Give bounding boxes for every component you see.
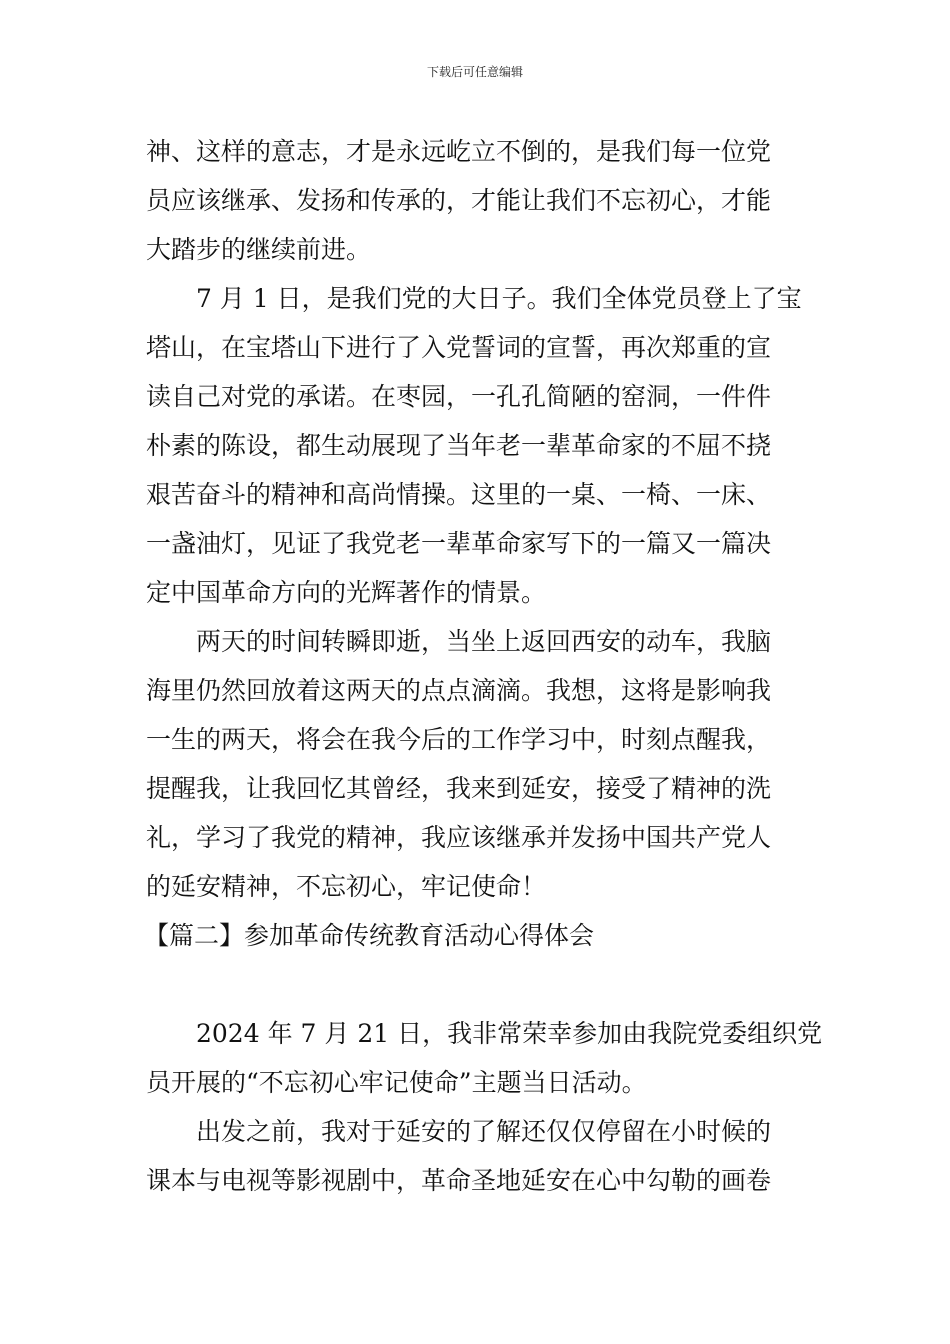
text-line: 塔山，在宝塔山下进行了入党誓词的宣誓，再次郑重的宣 [146,333,772,362]
paragraph [146,274,808,617]
text-line: 读自己对党的承诺。在枣园，一孔孔简陋的窑洞，一件件 [146,382,772,411]
paragraph [146,1009,823,1107]
text-line: 的延安精神，不忘初心，牢记使命！ [146,872,547,901]
text-line: 出发之前，我对于延安的了解还仅仅停留在小时候的 [196,1117,772,1146]
text-line: 礼，学习了我党的精神，我应该继承并发扬中国共产党人 [146,823,772,852]
text-line: 7 月 1 日，是我们党的大日子。我们全体党员登上了宝 [196,284,802,313]
text-line: 一生的两天，将会在我今后的工作学习中，时刻点醒我， [146,725,772,754]
text-line: 员应该继承、发扬和传承的，才能让我们不忘初心，才能 [146,186,772,215]
paragraph [146,1107,808,1205]
text-line: 两天的时间转瞬即逝，当坐上返回西安的动车，我脑 [196,627,772,656]
text-line: 朴素的陈设，都生动展现了当年老一辈革命家的不屈不挠 [146,431,772,460]
text-line: 神、这样的意志，才是永远屹立不倒的，是我们每一位党 [146,137,772,166]
blank-line [146,960,808,1009]
section-heading: 【篇二】参加革命传统教育活动心得体会 [144,921,595,950]
text-line: 艰苦奋斗的精神和高尚情操。这里的一桌、一椅、一床、 [146,480,772,509]
text-line: 一盏油灯，见证了我党老一辈革命家写下的一篇又一篇决 [146,529,772,558]
paragraph [146,617,808,911]
text-line: 2024 年 7 月 21 日，我非常荣幸参加由我院党委组织党 [196,1019,823,1048]
text-line: 海里仍然回放着这两天的点点滴滴。我想，这将是影响我 [146,676,772,705]
document-body [144,127,823,1205]
text-line: 课本与电视等影视剧中，革命圣地延安在心中勾勒的画卷 [146,1166,772,1195]
text-line: 定中国革命方向的光辉著作的情景。 [146,578,547,607]
paragraph [146,127,808,274]
text-line: 提醒我，让我回忆其曾经，我来到延安，接受了精神的洗 [146,774,772,803]
text-line: 员开展的“不忘初心牢记使命”主题当日活动。 [146,1068,647,1097]
text-line: 大踏步的继续前进。 [146,235,372,264]
page-header: 下载后可任意编辑 [426,65,523,79]
